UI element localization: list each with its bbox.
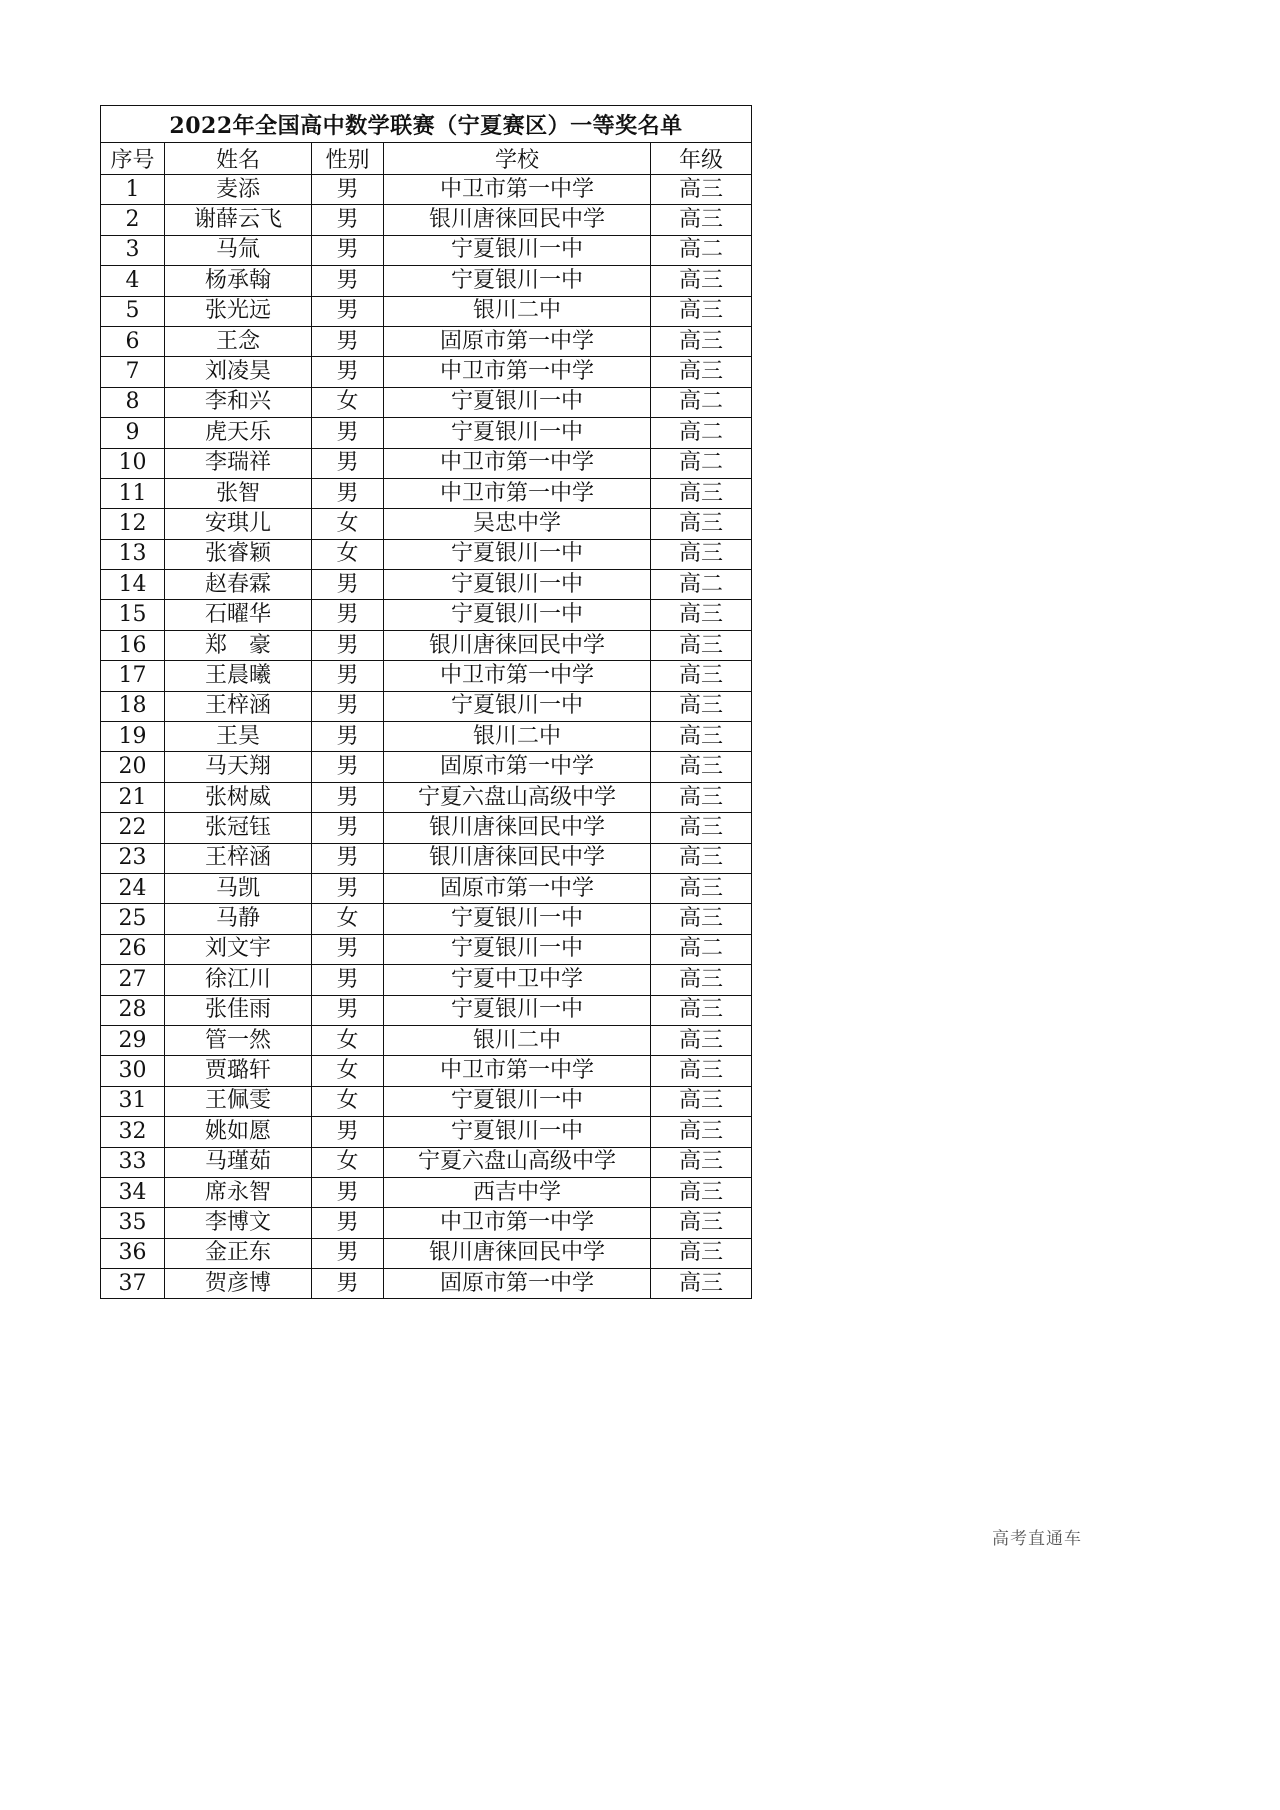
cell-school: 宁夏银川一中 xyxy=(384,539,651,569)
table-row xyxy=(101,782,752,812)
column-header-number: 序号 xyxy=(101,143,165,175)
table-row xyxy=(101,570,752,600)
cell-name: 麦添 xyxy=(165,175,312,205)
cell-school: 宁夏银川一中 xyxy=(384,995,651,1025)
cell-name: 李博文 xyxy=(165,1208,312,1238)
cell-grade: 高二 xyxy=(651,570,752,600)
cell-school: 宁夏银川一中 xyxy=(384,570,651,600)
cell-number: 5 xyxy=(101,296,165,326)
cell-gender: 男 xyxy=(312,630,384,660)
cell-name: 金正东 xyxy=(165,1238,312,1268)
cell-school: 银川唐徕回民中学 xyxy=(384,813,651,843)
cell-name: 张光远 xyxy=(165,296,312,326)
cell-school: 银川唐徕回民中学 xyxy=(384,1238,651,1268)
table-row xyxy=(101,1147,752,1177)
cell-number: 1 xyxy=(101,175,165,205)
cell-name: 王昊 xyxy=(165,722,312,752)
cell-gender: 男 xyxy=(312,326,384,356)
cell-name: 管一然 xyxy=(165,1025,312,1055)
table-row xyxy=(101,630,752,660)
cell-grade: 高三 xyxy=(651,630,752,660)
cell-name: 赵春霖 xyxy=(165,570,312,600)
cell-school: 固原市第一中学 xyxy=(384,873,651,903)
cell-gender: 男 xyxy=(312,843,384,873)
table-row xyxy=(101,418,752,448)
cell-grade: 高三 xyxy=(651,995,752,1025)
table-row xyxy=(101,661,752,691)
cell-name: 张智 xyxy=(165,478,312,508)
cell-school: 宁夏银川一中 xyxy=(384,934,651,964)
cell-name: 王梓涵 xyxy=(165,691,312,721)
cell-gender: 男 xyxy=(312,1208,384,1238)
cell-gender: 女 xyxy=(312,509,384,539)
cell-number: 29 xyxy=(101,1025,165,1055)
table-row xyxy=(101,387,752,417)
cell-name: 马瑾茹 xyxy=(165,1147,312,1177)
table-row xyxy=(101,600,752,630)
cell-school: 宁夏中卫中学 xyxy=(384,965,651,995)
cell-gender: 男 xyxy=(312,296,384,326)
cell-number: 12 xyxy=(101,509,165,539)
cell-school: 银川二中 xyxy=(384,722,651,752)
cell-name: 徐江川 xyxy=(165,965,312,995)
cell-school: 吴忠中学 xyxy=(384,509,651,539)
cell-name: 张树威 xyxy=(165,782,312,812)
cell-name: 郑 豪 xyxy=(165,630,312,660)
cell-number: 20 xyxy=(101,752,165,782)
cell-school: 银川唐徕回民中学 xyxy=(384,205,651,235)
cell-gender: 男 xyxy=(312,813,384,843)
cell-grade: 高二 xyxy=(651,418,752,448)
cell-name: 王晨曦 xyxy=(165,661,312,691)
watermark-text: 高考直通车 xyxy=(992,1529,1082,1549)
cell-number: 17 xyxy=(101,661,165,691)
cell-grade: 高三 xyxy=(651,1086,752,1116)
cell-name: 谢薛云飞 xyxy=(165,205,312,235)
cell-gender: 男 xyxy=(312,965,384,995)
cell-gender: 女 xyxy=(312,1056,384,1086)
table-row xyxy=(101,1056,752,1086)
cell-number: 21 xyxy=(101,782,165,812)
cell-gender: 男 xyxy=(312,357,384,387)
cell-gender: 男 xyxy=(312,448,384,478)
cell-name: 刘凌昊 xyxy=(165,357,312,387)
cell-number: 27 xyxy=(101,965,165,995)
award-table xyxy=(100,105,752,1299)
cell-number: 28 xyxy=(101,995,165,1025)
cell-number: 35 xyxy=(101,1208,165,1238)
cell-name: 马天翔 xyxy=(165,752,312,782)
cell-gender: 男 xyxy=(312,1238,384,1268)
table-row xyxy=(101,934,752,964)
cell-school: 宁夏六盘山高级中学 xyxy=(384,782,651,812)
table-row xyxy=(101,1177,752,1207)
cell-school: 银川唐徕回民中学 xyxy=(384,843,651,873)
cell-grade: 高三 xyxy=(651,1117,752,1147)
cell-grade: 高三 xyxy=(651,1177,752,1207)
cell-school: 宁夏银川一中 xyxy=(384,387,651,417)
cell-grade: 高三 xyxy=(651,661,752,691)
cell-name: 席永智 xyxy=(165,1177,312,1207)
cell-name: 姚如愿 xyxy=(165,1117,312,1147)
table-row xyxy=(101,296,752,326)
cell-number: 14 xyxy=(101,570,165,600)
cell-school: 中卫市第一中学 xyxy=(384,661,651,691)
cell-gender: 女 xyxy=(312,1147,384,1177)
cell-school: 宁夏银川一中 xyxy=(384,418,651,448)
cell-number: 7 xyxy=(101,357,165,387)
column-header-name: 姓名 xyxy=(165,143,312,175)
table-body xyxy=(101,175,752,1299)
table-row xyxy=(101,722,752,752)
cell-gender: 男 xyxy=(312,934,384,964)
cell-grade: 高三 xyxy=(651,539,752,569)
cell-number: 13 xyxy=(101,539,165,569)
cell-school: 宁夏银川一中 xyxy=(384,266,651,296)
table-row xyxy=(101,539,752,569)
cell-grade: 高三 xyxy=(651,965,752,995)
cell-grade: 高三 xyxy=(651,843,752,873)
cell-grade: 高二 xyxy=(651,387,752,417)
cell-grade: 高三 xyxy=(651,509,752,539)
cell-name: 王念 xyxy=(165,326,312,356)
table-row xyxy=(101,205,752,235)
cell-school: 中卫市第一中学 xyxy=(384,357,651,387)
cell-name: 刘文宇 xyxy=(165,934,312,964)
cell-number: 26 xyxy=(101,934,165,964)
cell-grade: 高三 xyxy=(651,1025,752,1055)
cell-name: 贾璐轩 xyxy=(165,1056,312,1086)
cell-gender: 女 xyxy=(312,539,384,569)
cell-number: 22 xyxy=(101,813,165,843)
cell-gender: 男 xyxy=(312,722,384,752)
cell-number: 33 xyxy=(101,1147,165,1177)
cell-number: 3 xyxy=(101,235,165,265)
cell-name: 张睿颖 xyxy=(165,539,312,569)
cell-gender: 男 xyxy=(312,175,384,205)
table-row xyxy=(101,904,752,934)
cell-school: 银川二中 xyxy=(384,296,651,326)
cell-gender: 男 xyxy=(312,661,384,691)
cell-gender: 男 xyxy=(312,600,384,630)
table-row xyxy=(101,478,752,508)
column-header-grade: 年级 xyxy=(651,143,752,175)
cell-number: 36 xyxy=(101,1238,165,1268)
table-row xyxy=(101,235,752,265)
cell-school: 固原市第一中学 xyxy=(384,1269,651,1299)
cell-name: 张冠钰 xyxy=(165,813,312,843)
cell-number: 8 xyxy=(101,387,165,417)
cell-gender: 男 xyxy=(312,691,384,721)
cell-grade: 高三 xyxy=(651,326,752,356)
cell-grade: 高三 xyxy=(651,296,752,326)
table-row xyxy=(101,1117,752,1147)
cell-gender: 男 xyxy=(312,570,384,600)
table-row xyxy=(101,509,752,539)
cell-number: 6 xyxy=(101,326,165,356)
cell-school: 宁夏银川一中 xyxy=(384,235,651,265)
cell-school: 中卫市第一中学 xyxy=(384,448,651,478)
cell-grade: 高三 xyxy=(651,1208,752,1238)
cell-gender: 男 xyxy=(312,478,384,508)
cell-name: 李瑞祥 xyxy=(165,448,312,478)
table-row xyxy=(101,357,752,387)
cell-gender: 男 xyxy=(312,266,384,296)
cell-number: 9 xyxy=(101,418,165,448)
table-row xyxy=(101,1025,752,1055)
cell-grade: 高三 xyxy=(651,600,752,630)
cell-gender: 男 xyxy=(312,782,384,812)
cell-school: 银川二中 xyxy=(384,1025,651,1055)
header-row xyxy=(101,143,752,175)
cell-number: 32 xyxy=(101,1117,165,1147)
column-header-school: 学校 xyxy=(384,143,651,175)
table-row xyxy=(101,326,752,356)
cell-number: 11 xyxy=(101,478,165,508)
cell-grade: 高三 xyxy=(651,1238,752,1268)
cell-name: 安琪儿 xyxy=(165,509,312,539)
award-sheet xyxy=(100,105,751,1299)
cell-grade: 高三 xyxy=(651,1147,752,1177)
cell-grade: 高二 xyxy=(651,448,752,478)
cell-name: 虎天乐 xyxy=(165,418,312,448)
cell-grade: 高三 xyxy=(651,205,752,235)
cell-school: 西吉中学 xyxy=(384,1177,651,1207)
cell-school: 宁夏银川一中 xyxy=(384,904,651,934)
cell-grade: 高三 xyxy=(651,904,752,934)
cell-name: 石曜华 xyxy=(165,600,312,630)
cell-gender: 女 xyxy=(312,904,384,934)
cell-grade: 高三 xyxy=(651,175,752,205)
cell-school: 宁夏银川一中 xyxy=(384,1086,651,1116)
cell-grade: 高三 xyxy=(651,266,752,296)
cell-grade: 高二 xyxy=(651,934,752,964)
cell-number: 19 xyxy=(101,722,165,752)
table-row xyxy=(101,1086,752,1116)
cell-name: 马氚 xyxy=(165,235,312,265)
cell-number: 2 xyxy=(101,205,165,235)
cell-gender: 男 xyxy=(312,752,384,782)
cell-school: 中卫市第一中学 xyxy=(384,478,651,508)
cell-school: 宁夏六盘山高级中学 xyxy=(384,1147,651,1177)
cell-gender: 女 xyxy=(312,1086,384,1116)
cell-gender: 男 xyxy=(312,1177,384,1207)
table-title: 2022年全国高中数学联赛（宁夏赛区）一等奖名单 xyxy=(101,106,752,143)
cell-number: 37 xyxy=(101,1269,165,1299)
cell-gender: 男 xyxy=(312,205,384,235)
table-row xyxy=(101,1269,752,1299)
cell-grade: 高三 xyxy=(651,722,752,752)
cell-number: 4 xyxy=(101,266,165,296)
cell-name: 杨承翰 xyxy=(165,266,312,296)
cell-grade: 高三 xyxy=(651,873,752,903)
cell-gender: 女 xyxy=(312,1025,384,1055)
cell-grade: 高二 xyxy=(651,235,752,265)
cell-name: 王佩雯 xyxy=(165,1086,312,1116)
cell-name: 王梓涵 xyxy=(165,843,312,873)
cell-school: 宁夏银川一中 xyxy=(384,1117,651,1147)
cell-grade: 高三 xyxy=(651,782,752,812)
cell-number: 31 xyxy=(101,1086,165,1116)
table-row xyxy=(101,873,752,903)
cell-grade: 高三 xyxy=(651,691,752,721)
cell-gender: 女 xyxy=(312,387,384,417)
table-row xyxy=(101,813,752,843)
cell-number: 16 xyxy=(101,630,165,660)
table-row xyxy=(101,448,752,478)
cell-number: 18 xyxy=(101,691,165,721)
cell-school: 固原市第一中学 xyxy=(384,326,651,356)
cell-school: 中卫市第一中学 xyxy=(384,175,651,205)
cell-grade: 高三 xyxy=(651,478,752,508)
cell-number: 23 xyxy=(101,843,165,873)
table-row xyxy=(101,1208,752,1238)
cell-school: 中卫市第一中学 xyxy=(384,1056,651,1086)
cell-name: 贺彦博 xyxy=(165,1269,312,1299)
table-row xyxy=(101,752,752,782)
cell-school: 中卫市第一中学 xyxy=(384,1208,651,1238)
column-header-gender: 性别 xyxy=(312,143,384,175)
table-row xyxy=(101,843,752,873)
table-row xyxy=(101,1238,752,1268)
cell-school: 宁夏银川一中 xyxy=(384,691,651,721)
cell-gender: 男 xyxy=(312,1269,384,1299)
cell-grade: 高三 xyxy=(651,813,752,843)
cell-gender: 男 xyxy=(312,1117,384,1147)
cell-gender: 男 xyxy=(312,995,384,1025)
cell-gender: 男 xyxy=(312,418,384,448)
cell-grade: 高三 xyxy=(651,357,752,387)
table-row xyxy=(101,995,752,1025)
cell-gender: 男 xyxy=(312,873,384,903)
cell-number: 25 xyxy=(101,904,165,934)
cell-name: 李和兴 xyxy=(165,387,312,417)
table-row xyxy=(101,965,752,995)
cell-name: 张佳雨 xyxy=(165,995,312,1025)
cell-number: 24 xyxy=(101,873,165,903)
cell-number: 30 xyxy=(101,1056,165,1086)
cell-number: 15 xyxy=(101,600,165,630)
cell-grade: 高三 xyxy=(651,1269,752,1299)
cell-school: 银川唐徕回民中学 xyxy=(384,630,651,660)
cell-school: 固原市第一中学 xyxy=(384,752,651,782)
table-row xyxy=(101,691,752,721)
table-row xyxy=(101,266,752,296)
cell-grade: 高三 xyxy=(651,752,752,782)
cell-number: 10 xyxy=(101,448,165,478)
cell-school: 宁夏银川一中 xyxy=(384,600,651,630)
cell-grade: 高三 xyxy=(651,1056,752,1086)
cell-name: 马凯 xyxy=(165,873,312,903)
cell-number: 34 xyxy=(101,1177,165,1207)
cell-name: 马静 xyxy=(165,904,312,934)
cell-gender: 男 xyxy=(312,235,384,265)
table-row xyxy=(101,175,752,205)
